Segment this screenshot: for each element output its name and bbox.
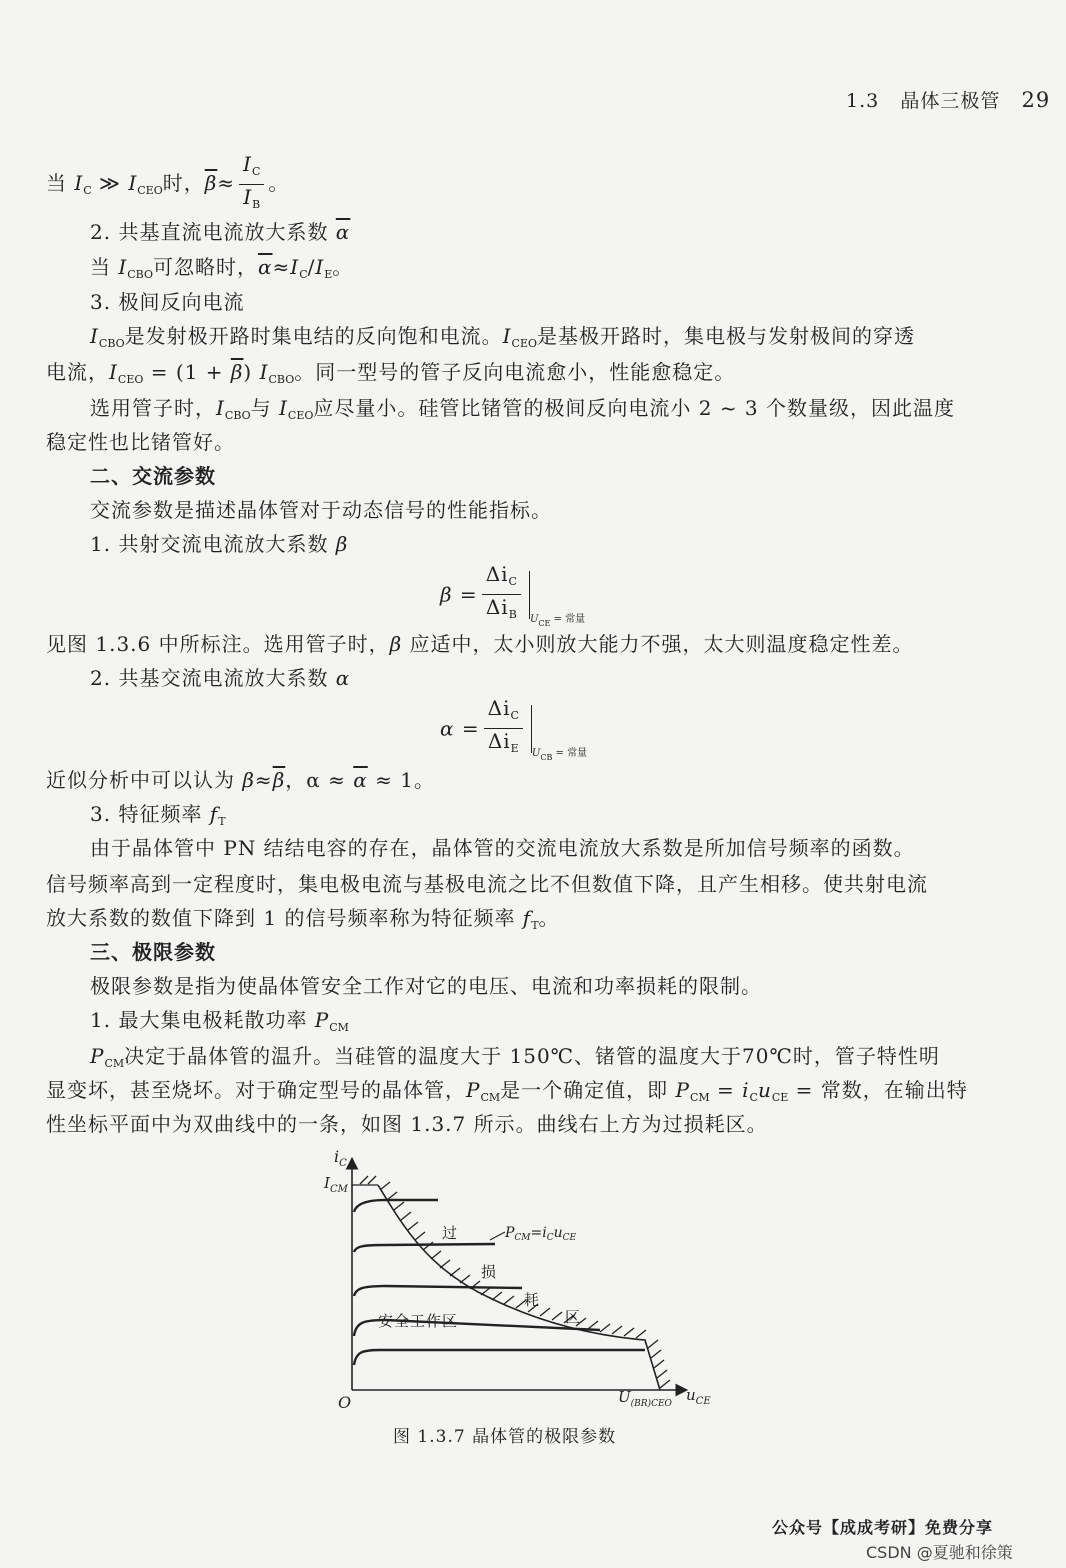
equation-beta: β = $\frac{\Delta i_C}{\Delta i_B}$ $_{U_{CE} = 常量}$ — [440, 562, 586, 628]
ubrceo-label: $U_{(BR)CEO}$ — [618, 1388, 672, 1409]
output-curve-3 — [354, 1286, 522, 1296]
leakage-para-line1: $I_{CBO}$是发射极开路时集电结的反向饱和电流。$I_{CEO}$是基极开路时，集电极与发射极间的穿透 — [90, 324, 916, 350]
zone-label-1: 过 — [442, 1224, 458, 1242]
heading-ac-alpha: 2. 共基交流电流放大系数 α — [90, 666, 351, 690]
selection-para-line1: 选用管子时，$I_{CBO}$与 $I_{CEO}$应尽量小。硅管比锗管的极间反向电流小 2 ~ 3 个数量级，因此温度 — [90, 396, 956, 422]
pcm-para-line2: 显变坏，甚至烧坏。对于确定型号的晶体管，$P_{CM}$是一个确定值，即 $P_{CM} = i_Cu_{CE}$ = 常数，在输出特 — [46, 1078, 968, 1104]
pcm-curve-label: $P_{CM}=i_Cu_{CE}$ — [505, 1225, 577, 1243]
zone-label-2: 损 — [481, 1263, 497, 1281]
running-header — [846, 86, 1050, 113]
safe-zone-label: 安全工作区 — [378, 1312, 459, 1330]
beta-note: 见图 1.3.6 中所标注。选用管子时，β 应适中，太小则放大能力不强，太大则温度稳定性差。 — [46, 632, 914, 656]
y-axis-label: $i_C$ — [334, 1147, 347, 1169]
heading-ft: 3. 特征频率 $f_T$ — [90, 802, 226, 828]
pcm-leader-line — [490, 1232, 505, 1240]
hatch-marks — [360, 1176, 670, 1388]
icm-label: $I_{CM}$ — [324, 1174, 348, 1195]
output-curve-1 — [354, 1350, 645, 1365]
heading-pcm: 1. 最大集电极耗散功率 $P_{CM}$ — [90, 1008, 349, 1034]
ft-para-line2: 信号频率高到一定程度时，集电极电流与基极电流之比不但数值下降，且产生相移。使共射电流 — [46, 872, 928, 896]
ft-para-line3: 放大系数的数值下降到 1 的信号频率称为特征频率 $f_T$。 — [46, 906, 560, 932]
pcm-para-line1: $P_{CM}$决定于晶体管的温升。当硅管的温度大于 150℃、锗管的温度大于70℃时，管子特性明 — [90, 1044, 940, 1070]
equation-alpha: α = $\frac{\Delta i_C}{\Delta i_E}$ $_{U_{CB} = 常量}$ — [440, 696, 588, 762]
heading-limit-params: 三、极限参数 — [90, 940, 216, 964]
zone-label-4: 区 — [565, 1308, 581, 1326]
figure-caption: 图 1.3.7 晶体管的极限参数 — [393, 1427, 617, 1447]
limit-params-para: 极限参数是指为使晶体管安全工作对它的电压、电流和功率损耗的限制。 — [90, 974, 762, 998]
heading-ac-beta: 1. 共射交流电流放大系数 β — [90, 532, 349, 556]
csdn-watermark: CSDN @夏驰和徐策 — [866, 1543, 1013, 1562]
x-axis-label: $u_{CE}$ — [686, 1386, 711, 1407]
selection-para-line2: 稳定性也比锗管好。 — [46, 430, 235, 454]
header-title: 晶体三极管 — [900, 90, 1001, 112]
ac-params-para: 交流参数是描述晶体管对于动态信号的性能指标。 — [90, 498, 552, 522]
output-curve-5 — [354, 1200, 438, 1212]
heading-dc-alpha: 2. 共基直流电流放大系数 $\overline{\alpha}$ — [90, 220, 351, 244]
promo-footer: 公众号【成成考研】免费分享 — [772, 1518, 994, 1537]
header-section: 1.3 — [846, 90, 880, 112]
page-number: 29 — [1021, 88, 1051, 112]
approx-note: 近似分析中可以认为 $\beta\approx\overline{\beta}$，$\alpha \approx \overline{\alpha} \approx 1$。 — [46, 768, 435, 792]
beta-dc-approx: 当 $I_C$ ≫ $I_{CEO}$时，$\overline{\beta}\approx$ $\frac{I_C}{I_B}$ 。 — [46, 152, 289, 221]
alpha-dc-approx: 当 $I_{CBO}$可忽略时，$\overline{\alpha}\approx I_C/I_E$。 — [90, 255, 354, 281]
figure-limit-params — [300, 1140, 730, 1430]
heading-leakage: 3. 极间反向电流 — [90, 290, 245, 314]
zone-label-3: 耗 — [524, 1291, 540, 1309]
heading-ac-params: 二、交流参数 — [90, 464, 216, 488]
ft-para-line1: 由于晶体管中 PN 结结电容的存在，晶体管的交流电流放大系数是所加信号频率的函数。 — [90, 836, 915, 860]
origin-label: O — [338, 1393, 352, 1412]
fraction-ic-ib: $\frac{I_C}{I_B}$ — [239, 152, 264, 217]
pcm-para-line3: 性坐标平面中为双曲线中的一条，如图 1.3.7 所示。曲线右上方为过损耗区。 — [46, 1112, 768, 1136]
leakage-para-line2: 电流，$I_{CEO} = (1 + \overline{\beta})$ $I_{CBO}$。同一型号的管子反向电流愈小，性能愈稳定。 — [46, 360, 736, 386]
